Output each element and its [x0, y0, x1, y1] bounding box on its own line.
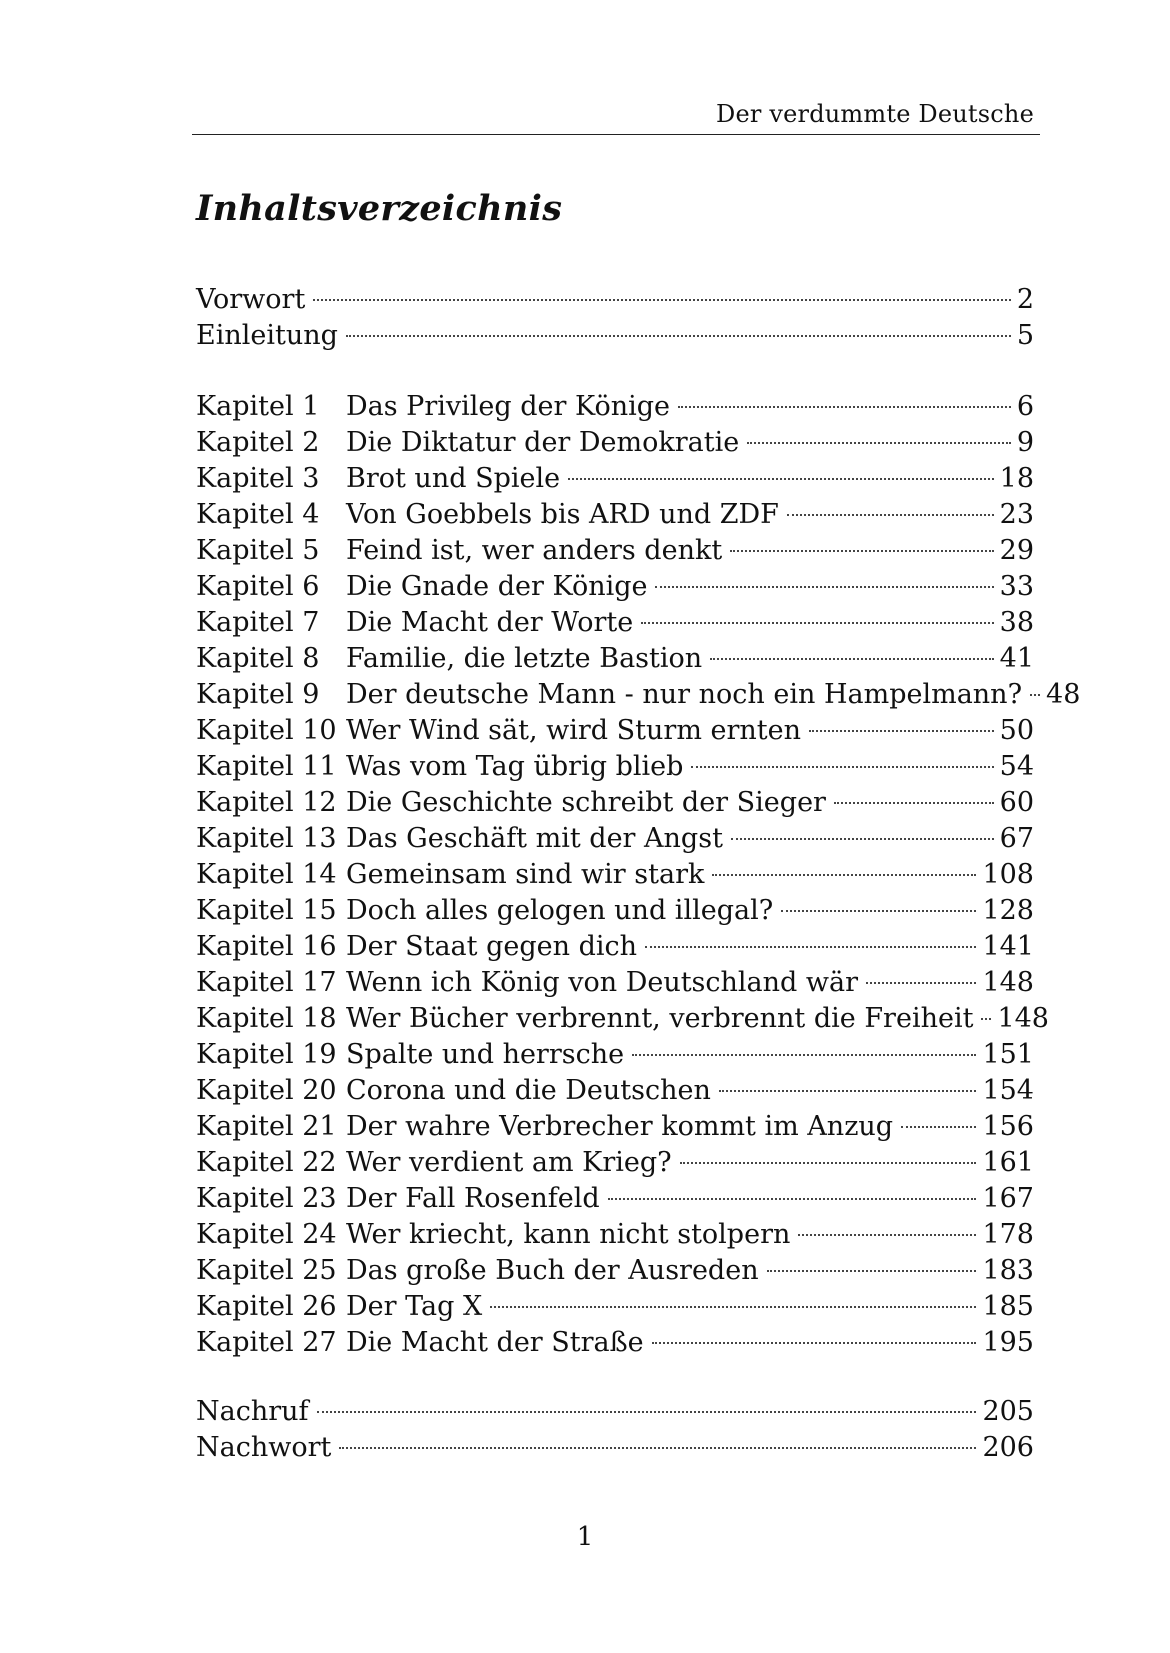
dot-leader — [1030, 694, 1040, 696]
dot-leader — [632, 1054, 976, 1056]
chapter-page: 154 — [982, 1075, 1034, 1106]
toc-entry-chapter[interactable] — [196, 1001, 1049, 1037]
chapter-title: Das Privileg der Könige — [346, 391, 670, 422]
toc-entry-chapter[interactable] — [196, 677, 1081, 713]
chapter-page: 48 — [1046, 679, 1081, 710]
dot-leader — [730, 550, 993, 552]
chapter-page: 151 — [982, 1039, 1034, 1070]
chapter-number: Kapitel 3 — [196, 463, 320, 494]
chapter-title: Die Geschichte schreibt der Sieger — [346, 787, 826, 818]
chapter-page: 108 — [982, 859, 1034, 890]
chapter-title: Wer kriecht, kann nicht stolpern — [346, 1219, 791, 1250]
dot-leader — [798, 1234, 976, 1236]
toc-entry-chapter[interactable] — [196, 893, 1034, 929]
chapter-title: Die Macht der Straße — [346, 1327, 644, 1358]
toc-entry-chapter[interactable] — [196, 1217, 1034, 1253]
chapter-number: Kapitel 4 — [196, 499, 320, 530]
chapter-number: Kapitel 24 — [196, 1219, 337, 1250]
dot-leader — [981, 1018, 991, 1020]
toc-entry-label: Einleitung — [196, 320, 338, 351]
chapter-page: 50 — [999, 715, 1034, 746]
chapter-page: 60 — [999, 787, 1034, 818]
toc-entry-chapter[interactable] — [196, 497, 1034, 533]
chapter-number: Kapitel 15 — [196, 895, 337, 926]
chapter-number: Kapitel 13 — [196, 823, 337, 854]
toc-entry-einleitung[interactable] — [196, 318, 1034, 354]
chapter-title: Was vom Tag übrig blieb — [346, 751, 684, 782]
dot-leader — [719, 1090, 977, 1092]
toc-entry-label: Nachwort — [196, 1432, 332, 1463]
toc-entry-chapter[interactable] — [196, 749, 1034, 785]
chapter-title: Doch alles gelogen und illegal? — [346, 895, 774, 926]
toc-entry-nachruf[interactable] — [196, 1394, 1034, 1430]
dot-leader — [655, 586, 993, 588]
dot-leader — [490, 1306, 976, 1308]
chapter-number: Kapitel 10 — [196, 715, 337, 746]
toc-entry-chapter[interactable] — [196, 785, 1034, 821]
toc-entry-chapter[interactable] — [196, 461, 1034, 497]
chapter-title: Die Macht der Worte — [346, 607, 634, 638]
toc-entry-chapter[interactable] — [196, 857, 1034, 893]
back-matter-list — [196, 1394, 1034, 1466]
chapter-page: 183 — [982, 1255, 1034, 1286]
chapter-title: Wer verdient am Krieg? — [346, 1147, 672, 1178]
chapter-title: Von Goebbels bis ARD und ZDF — [346, 499, 779, 530]
dot-leader — [767, 1270, 977, 1272]
chapter-page: 128 — [982, 895, 1034, 926]
chapter-number: Kapitel 20 — [196, 1075, 337, 1106]
chapter-number: Kapitel 19 — [196, 1039, 337, 1070]
dot-leader — [787, 514, 994, 516]
chapter-page: 178 — [982, 1219, 1034, 1250]
chapter-title: Gemeinsam sind wir stark — [346, 859, 705, 890]
toc-entry-chapter[interactable] — [196, 605, 1034, 641]
chapter-title: Spalte und herrsche — [346, 1039, 625, 1070]
chapter-title: Wenn ich König von Deutschland wär — [346, 967, 859, 998]
dot-leader — [712, 874, 976, 876]
chapter-number: Kapitel 6 — [196, 571, 320, 602]
chapter-number: Kapitel 2 — [196, 427, 320, 458]
chapter-number: Kapitel 27 — [196, 1327, 337, 1358]
dot-leader — [678, 406, 1011, 408]
toc-entry-chapter[interactable] — [196, 713, 1034, 749]
toc-entry-chapter[interactable] — [196, 569, 1034, 605]
dot-leader — [731, 838, 994, 840]
toc-entry-chapter[interactable] — [196, 1145, 1034, 1181]
dot-leader — [680, 1162, 977, 1164]
section-spacer — [196, 354, 1034, 389]
toc-entry-chapter[interactable] — [196, 1181, 1034, 1217]
chapter-title: Wer Wind sät, wird Sturm ernten — [346, 715, 801, 746]
chapter-page: 29 — [999, 535, 1034, 566]
dot-leader — [866, 982, 976, 984]
chapter-number: Kapitel 16 — [196, 931, 337, 962]
toc-entry-chapter[interactable] — [196, 1253, 1034, 1289]
toc-entry-page: 206 — [982, 1432, 1034, 1463]
chapter-number: Kapitel 26 — [196, 1291, 337, 1322]
chapter-page: 9 — [1016, 427, 1034, 458]
chapter-page: 23 — [999, 499, 1034, 530]
chapter-title: Das Geschäft mit der Angst — [346, 823, 723, 854]
chapter-number: Kapitel 14 — [196, 859, 337, 890]
toc-entry-page: 2 — [1016, 284, 1034, 315]
dot-leader — [834, 802, 994, 804]
table-of-contents — [196, 282, 1081, 1466]
chapter-page: 33 — [999, 571, 1034, 602]
toc-entry-page: 5 — [1016, 320, 1034, 351]
chapter-page: 38 — [999, 607, 1034, 638]
toc-entry-page: 205 — [982, 1396, 1034, 1427]
dot-leader — [608, 1198, 977, 1200]
chapter-number: Kapitel 1 — [196, 391, 320, 422]
chapter-page: 156 — [982, 1111, 1034, 1142]
dot-leader — [710, 658, 993, 660]
chapter-page: 41 — [999, 643, 1034, 674]
toc-entry-label: Vorwort — [196, 284, 306, 315]
chapter-number: Kapitel 9 — [196, 679, 320, 710]
chapter-page: 161 — [982, 1147, 1034, 1178]
dot-leader — [652, 1342, 977, 1344]
toc-entry-chapter[interactable] — [196, 389, 1034, 425]
dot-leader — [645, 946, 976, 948]
toc-entry-chapter[interactable] — [196, 1325, 1034, 1361]
chapter-number: Kapitel 18 — [196, 1003, 337, 1034]
chapter-title: Wer Bücher verbrennt, verbrennt die Freiheit — [346, 1003, 974, 1034]
chapter-title: Die Diktatur der Demokratie — [346, 427, 740, 458]
chapter-page: 148 — [997, 1003, 1049, 1034]
toc-entry-label: Nachruf — [196, 1396, 309, 1427]
chapter-page: 141 — [982, 931, 1034, 962]
chapter-page: 67 — [999, 823, 1034, 854]
toc-entry-chapter[interactable] — [196, 821, 1034, 857]
chapter-number: Kapitel 7 — [196, 607, 320, 638]
running-header — [192, 98, 1040, 135]
chapter-title: Der Fall Rosenfeld — [346, 1183, 600, 1214]
chapter-number: Kapitel 12 — [196, 787, 337, 818]
dot-leader — [901, 1126, 976, 1128]
dot-leader — [568, 478, 994, 480]
chapter-page: 18 — [999, 463, 1034, 494]
toc-entry-chapter[interactable] — [196, 929, 1034, 965]
chapter-page: 185 — [982, 1291, 1034, 1322]
dot-leader — [747, 442, 1011, 444]
toc-entry-chapter[interactable] — [196, 1037, 1034, 1073]
chapter-title: Der deutsche Mann - nur noch ein Hampelmann? — [346, 679, 1023, 710]
toc-entry-chapter[interactable] — [196, 1289, 1034, 1325]
chapter-page: 148 — [982, 967, 1034, 998]
dot-leader — [313, 299, 1011, 301]
chapter-number: Kapitel 5 — [196, 535, 320, 566]
toc-entry-chapter[interactable] — [196, 1109, 1034, 1145]
chapter-number: Kapitel 21 — [196, 1111, 337, 1142]
chapter-number: Kapitel 22 — [196, 1147, 337, 1178]
chapter-page: 195 — [982, 1327, 1034, 1358]
chapter-page: 54 — [999, 751, 1034, 782]
toc-entry-chapter[interactable] — [196, 1073, 1034, 1109]
chapter-page: 167 — [982, 1183, 1034, 1214]
dot-leader — [317, 1411, 977, 1413]
section-spacer — [196, 1361, 1034, 1394]
toc-entry-chapter[interactable] — [196, 533, 1034, 569]
chapter-title: Der Tag X — [346, 1291, 483, 1322]
dot-leader — [809, 730, 994, 732]
chapter-page: 6 — [1016, 391, 1034, 422]
chapter-title: Das große Buch der Ausreden — [346, 1255, 759, 1286]
chapter-number: Kapitel 17 — [196, 967, 337, 998]
chapter-number: Kapitel 11 — [196, 751, 337, 782]
chapter-title: Der wahre Verbrecher kommt im Anzug — [346, 1111, 894, 1142]
dot-leader — [339, 1447, 976, 1449]
chapter-title: Der Staat gegen dich — [346, 931, 638, 962]
toc-entry-vorwort[interactable] — [196, 282, 1034, 318]
chapter-number: Kapitel 23 — [196, 1183, 337, 1214]
dot-leader — [346, 335, 1011, 337]
dot-leader — [641, 622, 993, 624]
chapter-number: Kapitel 25 — [196, 1255, 337, 1286]
toc-title: Inhaltsverzeichnis — [196, 188, 563, 229]
page-number: 1 — [576, 1522, 594, 1552]
toc-entry-chapter[interactable] — [196, 641, 1034, 677]
chapter-title: Corona und die Deutschen — [346, 1075, 711, 1106]
dot-leader — [691, 766, 993, 768]
front-matter-list — [196, 282, 1034, 354]
toc-entry-nachwort[interactable] — [196, 1430, 1034, 1466]
toc-entry-chapter[interactable] — [196, 965, 1034, 1001]
chapter-title: Brot und Spiele — [346, 463, 561, 494]
toc-entry-chapter[interactable] — [196, 425, 1034, 461]
chapter-number: Kapitel 8 — [196, 643, 320, 674]
running-header-title: Der verdummte Deutsche — [716, 100, 1034, 128]
chapter-title: Die Gnade der Könige — [346, 571, 648, 602]
chapter-title: Familie, die letzte Bastion — [346, 643, 703, 674]
chapter-title: Feind ist, wer anders denkt — [346, 535, 723, 566]
dot-leader — [781, 910, 976, 912]
chapter-list — [196, 389, 1081, 1361]
